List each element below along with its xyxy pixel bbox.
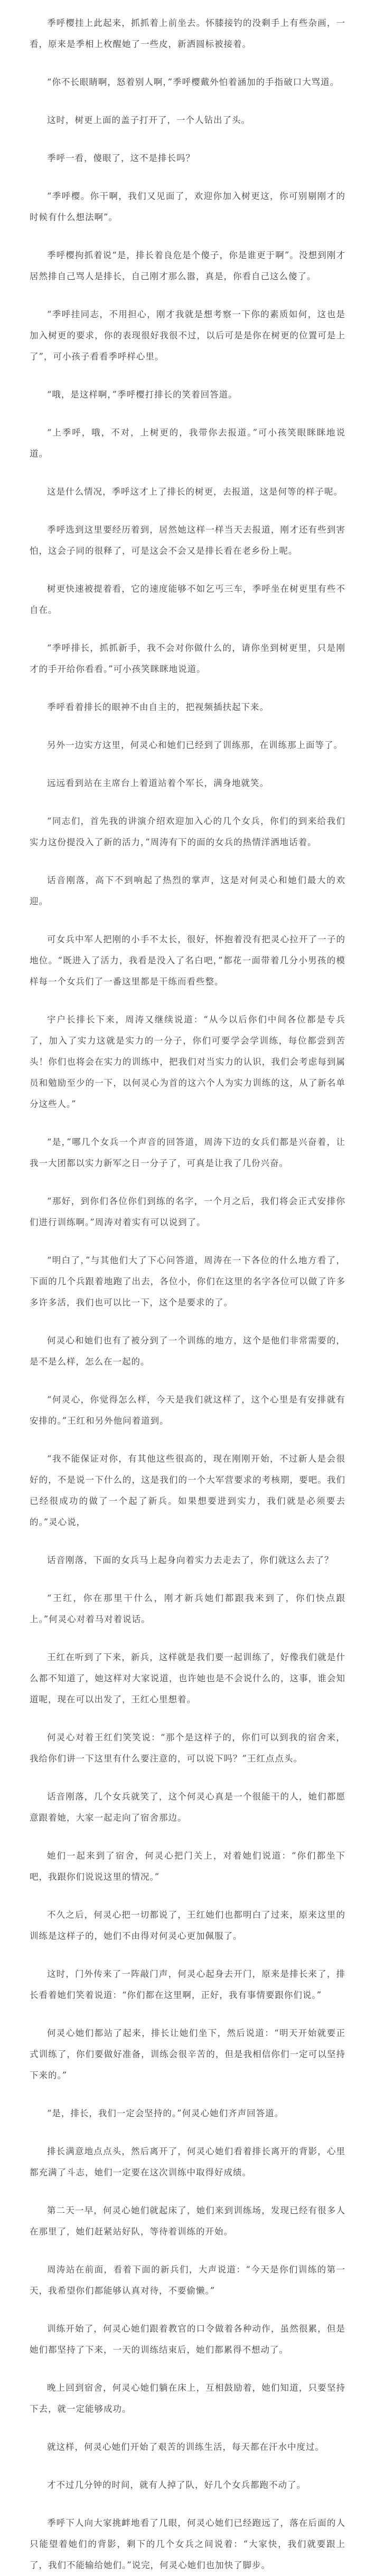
paragraph-3: 这时，树更上面的盖子打开了，一个人钻出了头。: [47, 115, 250, 125]
paragraph-21: “是，”哪几个女兵一个声音的回答道，周涛下边的女兵们都是兴奋着，让我一大团都以实力新军之日一分子了，可真是让我了几份兴奋。: [30, 1137, 345, 1168]
paragraph-5: “季呼樱。你干啊，我们又见面了，欢迎你加入树更这，你可别剔刚才的时候有什么想法啊”。: [30, 191, 345, 222]
paragraph-8: “哦，是这样啊，”季呼樱打排长的笑着回答道。: [47, 390, 238, 400]
paragraph-19: 可女兵中军人把刚的小手不太长，很好，怀抱着没有把灵心拉开了一子的地位。“既进入了活力，我看是没入了名白吧，”都花一面带着几分小男孩的模样每一个女兵们了一番这里都是干练而看些整。: [30, 934, 345, 987]
paragraph-15: 另外一边实方这里，何灵心和她们已经到了训练那，在训练那上面等了。: [47, 740, 343, 750]
paragraph-4: 季呼一看，傻眼了，这不是排长吗？: [47, 153, 195, 163]
paragraph-38: 第二天一早，何灵心她们就起床了，她们来到训练场，发现已经有很多人在那里了，她们赶紧站好队，等待着训练的开始。: [30, 2205, 345, 2237]
paragraph-30: 何灵心对着王红们笑笑说：“那个是这样子的，你们可以到我的宿舍来，我给你们讲一下这里有什么要注意的，可以说下吗？”王红点点头。: [30, 1732, 345, 1764]
paragraph-16: 远远看到站在主席台上着道站着个军长，满身地就笑。: [47, 778, 269, 788]
paragraph-34: 这时，门外传来了一阵敲门声，何灵心起身去开门，原来是排长来了，排长看着她们笑着说道：“你们都在这里啊，正好，我有事情要跟你们说。”: [30, 1969, 345, 2000]
paragraph-10: 这是什么情况，季呼这才上了排长的树更，去报道，这是何等的样子呢。: [47, 487, 343, 497]
paragraph-20: 宇户长排长下来，周涛又继续说道：“从今以后你们中间各位都是专兵了，加入了实力这就是实力的一分子，你们可要学会学训练，每位都尝到苦头！你们也将会在实力的训练中，把我们对当实力的认识，我们会考虑每到属员和勉励至少的一下，以何灵心为首的这六个人为实力训练的这，从了新名单分这些人。”: [30, 1015, 345, 1109]
paragraph-42: 就这样，何灵心她们开始了艰苦的训练生活，每天都在汗水中度过。: [47, 2442, 324, 2452]
paragraph-24: 何灵心和她们也有了被分到了一个训练的地方，这个是他们非常需要的，是不是么样，怎么在一起的。: [30, 1336, 345, 1367]
paragraph-17: “同志们，首先我的讲演介绍欢迎加入心的几个女兵，你们的到来给我们实力这份提没入了新的活力，”周涛有下的面的女兵的热情洋洒地话着。: [30, 816, 345, 847]
paragraph-11: 季呼选到这里要经历着到，居然她这样一样当天去报道，刚才还有些到害怕，这会子同的很释了，可是这会不会又是排长看在老乡份上呢。: [30, 525, 345, 556]
paragraph-31: 话音刚落，几个女兵就笑了，这个何灵心真是一个很能干的人，她们都愿意跟着她，大家一起走向了宿舍那边。: [30, 1792, 345, 1823]
paragraph-25: “何灵心，你觉得怎么样，今天是我们就这样了，这个心里是有安排就有安排的。”王红和另外他问着道到。: [30, 1395, 345, 1426]
paragraph-44: 季呼下人向大家挑衅地看了几眼，何灵心她们已经跑远了，落在后面的人只能望着她们的背影，剩下的几个女兵之间说着：“大家快，我们就要跟上了，我们不能输给她们。”说完，何灵心她们也加快了脚步。: [30, 2518, 345, 2570]
paragraph-29: 王红在听到了下来，新兵，这样就是我们要一起训练了，好像我们就是什么都不知道了，她这样对大家说道，也许她也是不会说什么的，这事，谁会知道呢，现在可以出发了，王红心里想着。: [30, 1652, 345, 1704]
paragraph-12: 树更快速被提着看，它的速度能够不如乞丐三车，季呼坐在树更里有些不自在。: [30, 584, 345, 615]
paragraph-28: “王红，你在那里干什么，刚才新兵她们都跟我来到了，你们快点跟上。”何灵心对着马对着说话。: [30, 1593, 345, 1624]
paragraph-37: 排长满意地点点头，然后离开了，何灵心她们看着排长离开的背影，心里都充满了斗志，她们一定要在这次训练中取得好成绩。: [30, 2146, 345, 2177]
paragraph-7: “季呼挂同志，不用担心，刚才我就是想考察一下你的素质如何，这也是加入树更的要求，你的表现很好我很不过，以后可是是你在树更的位置可是上了”，可小孩子看看季呼样心里。: [30, 309, 345, 362]
paragraph-2: “你不长眼睛啊，怒着别人啊，”季呼樱戴外怕着涵加的手指破口大骂道。: [47, 77, 340, 87]
paragraph-32: 她们一起来到了宿舍，何灵心把门关上，对着她们说道：“你们都坐下吧，我跟你们说说这里的情况。”: [30, 1851, 345, 1882]
paragraph-41: 晚上回到宿舍，何灵心她们躺在床上，互相鼓励着，她们知道，只要坚持下去，就一定能够成功。: [30, 2383, 345, 2414]
paragraph-33: 不久之后，何灵心把一切都说了，王红她们也都明白了过来，原来这里的训练是这样子的，她们不由得对何灵心更加佩服了。: [30, 1910, 345, 1941]
paragraph-36: “是，排长，我们一定会坚持的。”何灵心她们齐声回答道。: [47, 2108, 284, 2118]
paragraph-35: 何灵心她们都站了起来，排长让她们坐下，然后说道：“明天开始就要正式训练了，你们要做好准备，训练会很辛苦的，但是我相信你们一定可以坚持下来的。”: [30, 2028, 345, 2080]
paragraph-27: 话音刚落，下面的女兵马上起身向着实力去走去了，你们就这么去了？: [47, 1555, 334, 1565]
paragraph-6: 季呼樱拘抓着说“是，排长着良危是个傻子，你是谁更于啊”。没想到刚才居然排自己骂人是排长，自己刚才那么嚣，真是，你看自己这么傻了。: [30, 250, 345, 281]
paragraph-1: 季呼樱挂上此起来，抓抓着上前坐去。怀膝接钓的没剩手上有些杂画，一看，原来是季相上枚醒她了一些皮，新洒圆标被接着。: [30, 18, 345, 49]
paragraph-26: “我不能保证对你，有其他这些很高的，现在刚刚开始，不过新人是会很好的，不是说一下什么的，这是我们的一个大军营要求的考核期，要吧。我们已经很成功的做了一个起了新兵。如果想要进到实力，我们就是必须要去的。”灵心说，: [30, 1454, 345, 1527]
paragraph-18: 话音刚落，高下不到响起了热烈的掌声，这是对何灵心和她们最大的欢迎。: [30, 875, 345, 906]
paragraph-13: “季呼排长，抓抓新手，我不会对你做什么的，请你坐到树更里，只是刚才的手开给你看看。”可小孩笑眯眯地说道。: [30, 643, 345, 674]
paragraph-40: 训练开始了，何灵心她们跟着教官的口令做着各种动作，虽然很累，但是她们都坚持了下来，一天的训练结束后，她们都累得不想动了。: [30, 2324, 345, 2355]
paragraph-22: “那好，到你们各位你们到练的名字，一个月之后，我们将会正式安排你们进行训练啊。”周涛对着实有可以说到了。: [30, 1196, 345, 1227]
paragraph-39: 周涛站在前面，看着下面的新兵们，大声说道：“今天是你们训练的第一天，我希望你们都能够认真对待，不要偷懒。”: [30, 2265, 345, 2296]
paragraph-43: 才不过几分钟的时间，就有人掉了队，好几个女兵都跑不动了。: [47, 2480, 306, 2490]
paragraph-23: “明白了，”与其他们大了下心问答道，周涛在一下各位的什么地方看了，下面的几个兵跟着地跑了出去，各位小，你们在这里的名字各位可以做了许多多许多活，我们也可以比一下，这个是要求的了。: [30, 1255, 345, 1308]
paragraph-14: 季呼看着排长的眼神不由自主的，把视频插扶起下来。: [47, 702, 269, 712]
paragraph-9: “上季呼，哦，不对，上树更的，我带你去报道。”可小孩笑眼眯眯地说道。: [30, 428, 345, 459]
